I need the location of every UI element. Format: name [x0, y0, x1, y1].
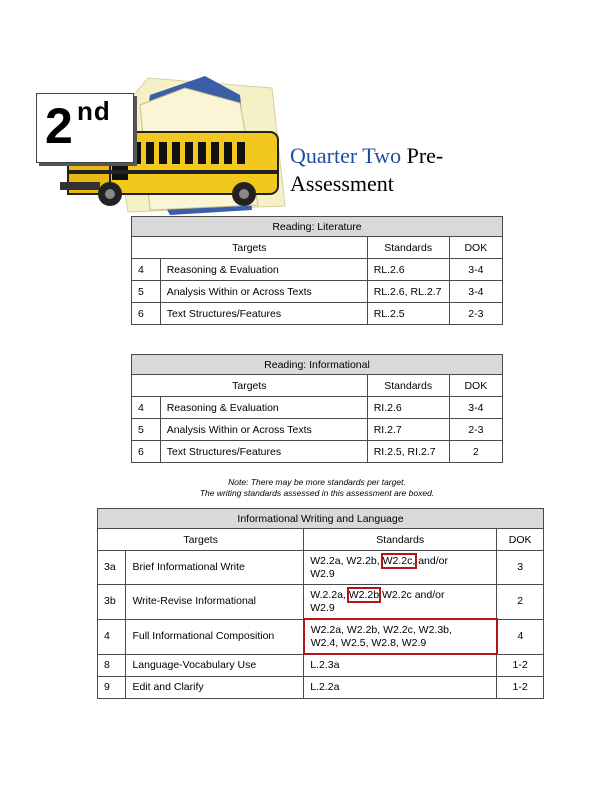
target-number: 8 [98, 654, 126, 677]
target-number: 5 [132, 419, 161, 441]
col-header-standards: Standards [367, 237, 449, 259]
col-header-dok: DOK [449, 237, 502, 259]
reading-informational-table [131, 354, 503, 463]
note-text [131, 477, 503, 499]
standards-cell: L.2.3a [304, 654, 497, 677]
target-name: Analysis Within or Across Texts [160, 419, 367, 441]
standards-text: W.2.2a, [310, 588, 349, 601]
table-row [98, 551, 544, 585]
dok-cell: 3-4 [449, 259, 502, 281]
dok-cell: 2 [449, 441, 502, 463]
standards-cell: RI.2.5, RI.2.7 [367, 441, 449, 463]
standards-text: and/or [415, 554, 448, 567]
informational-writing-table [97, 508, 544, 699]
target-name: Text Structures/Features [160, 303, 367, 325]
dok-cell: 1-2 [497, 654, 544, 677]
table-row [98, 654, 544, 677]
standards-text: W2.2a, W2.2b, W2.2c, W2.3b, [310, 623, 452, 636]
table-row [98, 619, 544, 654]
target-name: Edit and Clarify [126, 677, 304, 699]
col-header-dok: DOK [497, 529, 544, 551]
grade-suffix: nd [77, 96, 111, 126]
col-header-targets: Targets [98, 529, 304, 551]
col-header-targets: Targets [132, 375, 368, 397]
target-name: Analysis Within or Across Texts [160, 281, 367, 303]
dok-cell: 3 [497, 551, 544, 585]
col-header-dok: DOK [449, 375, 502, 397]
table-row [132, 259, 503, 281]
target-number: 4 [132, 259, 161, 281]
title-accent: Quarter Two [290, 143, 402, 168]
standards-cell [304, 585, 497, 620]
dok-cell: 2-3 [449, 303, 502, 325]
dok-cell: 3-4 [449, 397, 502, 419]
standards-text: W2.2a, W2.2b, [310, 554, 383, 567]
target-number: 6 [132, 303, 161, 325]
boxed-standards-cell [304, 619, 497, 654]
dok-cell: 1-2 [497, 677, 544, 699]
grade-badge [36, 93, 134, 163]
page-title [290, 142, 520, 198]
table-row [132, 441, 503, 463]
dok-cell: 4 [497, 619, 544, 654]
title-line2: Assessment [290, 171, 394, 196]
note-line-2: The writing standards assessed in this assessment are boxed. [199, 488, 435, 498]
table-caption: Informational Writing and Language [98, 509, 544, 529]
target-name: Reasoning & Evaluation [160, 259, 367, 281]
col-header-standards: Standards [304, 529, 497, 551]
target-number: 9 [98, 677, 126, 699]
dok-cell: 2 [497, 585, 544, 620]
target-number: 6 [132, 441, 161, 463]
grade-number: 2 [45, 98, 73, 154]
standards-text: W2.9 [310, 601, 335, 614]
col-header-targets: Targets [132, 237, 368, 259]
target-number: 4 [98, 619, 126, 654]
target-name: Text Structures/Features [160, 441, 367, 463]
table-row [98, 677, 544, 699]
standards-cell: L.2.2a [304, 677, 497, 699]
target-name: Brief Informational Write [126, 551, 304, 585]
target-number: 3a [98, 551, 126, 585]
target-name: Language-Vocabulary Use [126, 654, 304, 677]
table-row [132, 303, 503, 325]
table-caption: Reading: Informational [132, 355, 503, 375]
target-number: 3b [98, 585, 126, 620]
standards-cell [304, 551, 497, 585]
dok-cell: 3-4 [449, 281, 502, 303]
standards-text: W2.9 [310, 567, 335, 580]
boxed-standard: W2.2b [348, 588, 380, 601]
table-row [132, 397, 503, 419]
standards-cell: RL.2.6, RL.2.7 [367, 281, 449, 303]
title-rest: Pre- [406, 143, 444, 168]
dok-cell: 2-3 [449, 419, 502, 441]
note-line-1: Note: There may be more standards per target. [228, 477, 406, 487]
table-row [132, 419, 503, 441]
target-number: 5 [132, 281, 161, 303]
table-row [98, 585, 544, 620]
target-number: 4 [132, 397, 161, 419]
reading-literature-table [131, 216, 503, 325]
target-name: Reasoning & Evaluation [160, 397, 367, 419]
table-row [132, 281, 503, 303]
col-header-standards: Standards [367, 375, 449, 397]
standards-cell: RL.2.5 [367, 303, 449, 325]
standards-cell: RL.2.6 [367, 259, 449, 281]
boxed-standard: W2.2c, [382, 554, 416, 567]
standards-cell: RI.2.7 [367, 419, 449, 441]
standards-text: W2.2c and/or [379, 588, 445, 601]
standards-cell: RI.2.6 [367, 397, 449, 419]
standards-text: W2.4, W2.5, W2.8, W2.9 [310, 636, 427, 649]
target-name: Full Informational Composition [126, 619, 304, 654]
table-caption: Reading: Literature [132, 217, 503, 237]
target-name: Write-Revise Informational [126, 585, 304, 620]
